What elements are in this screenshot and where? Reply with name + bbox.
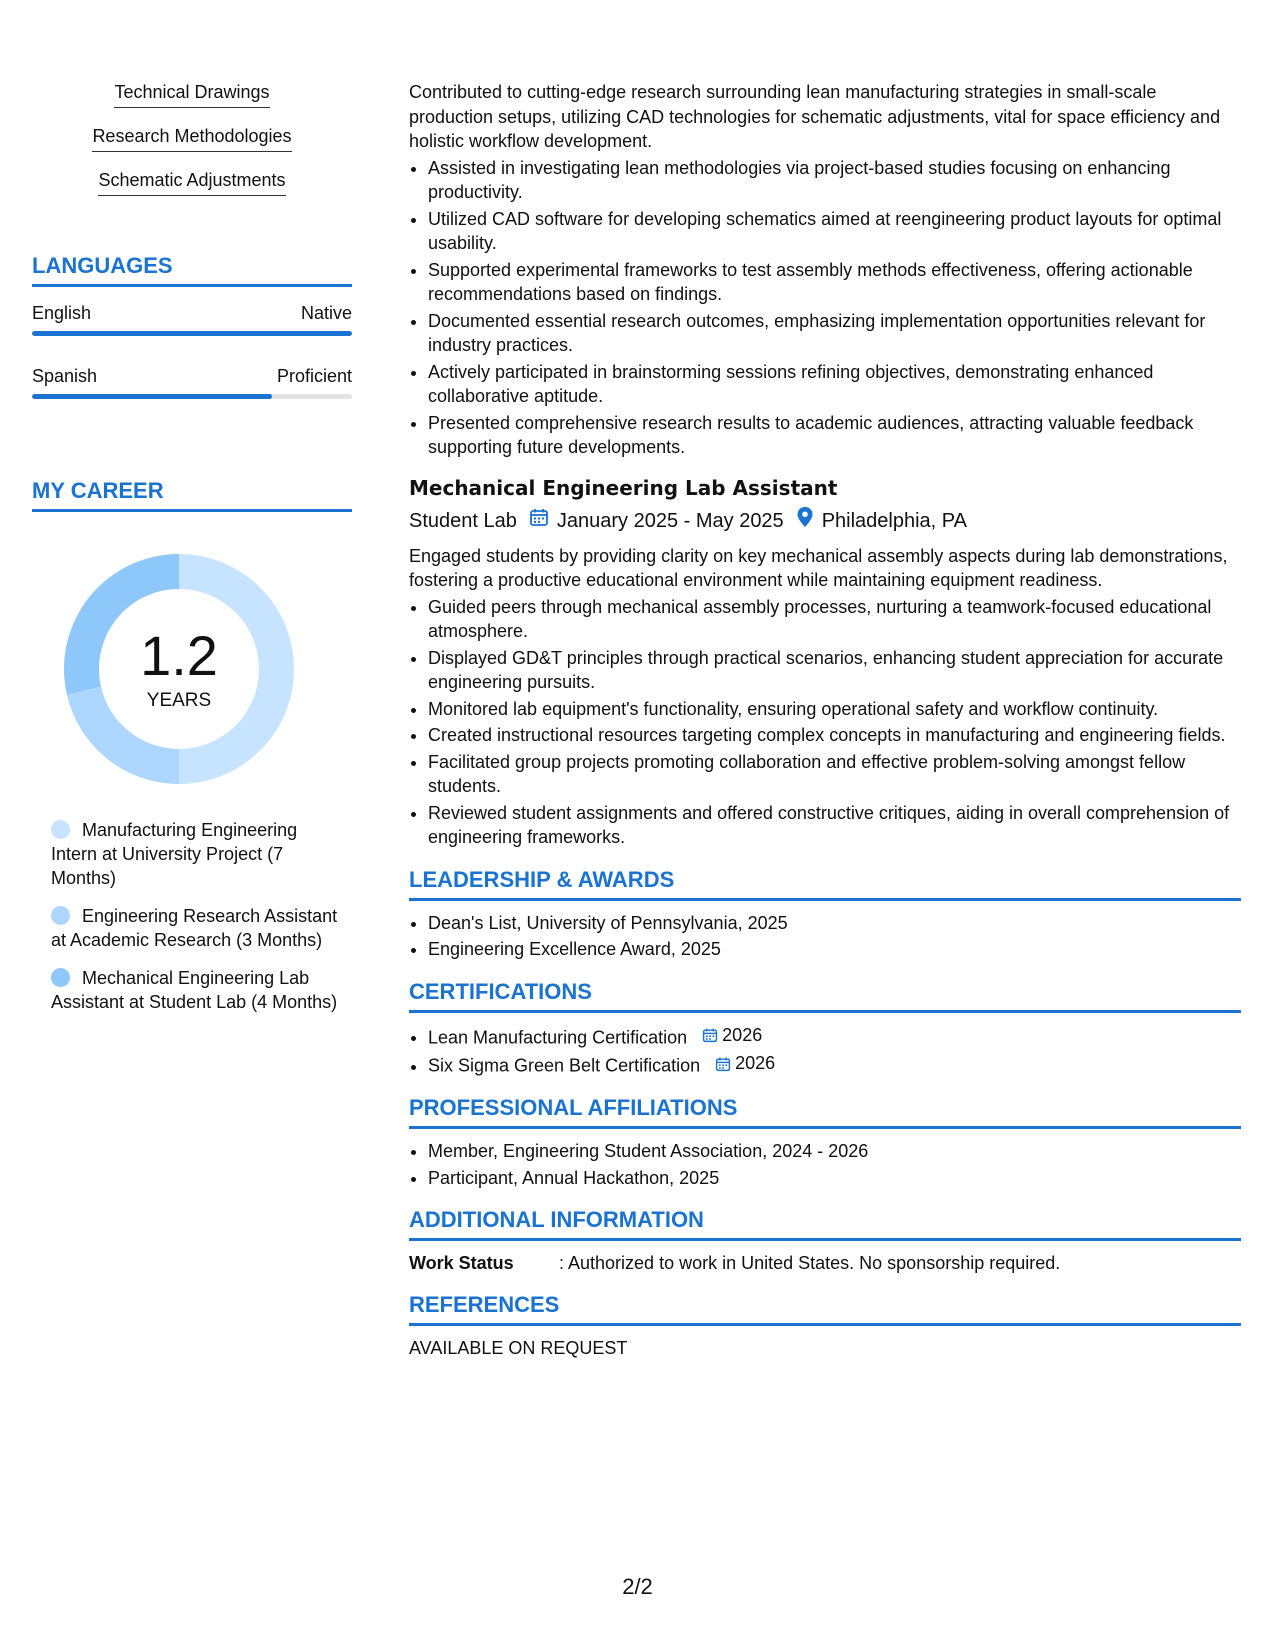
language-bar-fill (32, 331, 352, 336)
experience-bullets (409, 156, 1241, 460)
career-unit: YEARS (146, 690, 212, 711)
certification-date (715, 1051, 775, 1076)
language-bar (32, 331, 352, 336)
skill-item: Research Methodologies (92, 124, 291, 152)
bullet-item: • Assisted in investigating lean methodologies via project-based studies focusing on enhancing productivity. (428, 156, 1241, 205)
bullet-item: • Created instructional resources targeting complex concepts in manufacturing and engineering fields. (428, 723, 1241, 748)
bullet-item: • Displayed GD&T principles through practical scenarios, enhancing student appreciation for accurate engineering pursuits. (428, 646, 1241, 695)
job-summary: Engaged students by providing clarity on key mechanical assembly aspects during lab demonstrations, fostering a productive educational environment while maintaining equipment readiness. (409, 545, 1228, 590)
affiliation-item: • Member, Engineering Student Association, 2024 - 2026 (428, 1139, 1241, 1164)
career-legend (51, 818, 341, 1014)
career-legend-item (51, 904, 341, 952)
affiliation-item: • Participant, Annual Hackathon, 2025 (428, 1166, 1241, 1191)
languages-title: LANGUAGES (32, 252, 352, 287)
career-legend-text: Engineering Research Assistant at Academic Research (3 Months) (51, 906, 338, 950)
experience-summary: Contributed to cutting-edge research surrounding lean manufacturing strategies in small-scale production setups, utilizing CAD technologies for schematic adjustments, vital for space efficiency and holistic workflow development. (409, 82, 1221, 151)
language-name: English (32, 303, 92, 323)
bullet-item: • Reviewed student assignments and offered constructive critiques, aiding in overall comprehension of engineering frameworks. (428, 801, 1241, 850)
leadership-item: • Dean's List, University of Pennsylvania, 2025 (428, 911, 1241, 936)
work-status-label: Work Status (409, 1253, 514, 1273)
career-legend-item (51, 818, 341, 890)
certification-item (428, 1023, 1241, 1050)
bullet-item: • Facilitated group projects promoting collaboration and effective problem-solving amongst fellow students. (428, 750, 1241, 799)
language-item (32, 364, 352, 399)
affiliations-list (409, 1139, 1241, 1190)
job-title: Mechanical Engineering Lab Assistant (409, 475, 838, 500)
affiliations-title: PROFESSIONAL AFFILIATIONS (409, 1094, 1241, 1129)
bullet-item: • Documented essential research outcomes, emphasizing implementation opportunities relevant for industry practices. (428, 309, 1241, 358)
skills-list (32, 80, 352, 212)
skill-item: Schematic Adjustments (98, 168, 285, 196)
job-company: Student Lab (409, 509, 517, 532)
legend-dot (51, 906, 70, 925)
language-level: Proficient (276, 366, 352, 386)
legend-dot (51, 820, 70, 839)
bullet-item: • Supported experimental frameworks to test assembly methods effectiveness, offering actionable recommendations based on findings. (428, 258, 1241, 307)
leadership-title: LEADERSHIP & AWARDS (409, 866, 1241, 901)
legend-dot (51, 968, 70, 987)
certifications-title: CERTIFICATIONS (409, 978, 1241, 1013)
calendar-icon (702, 1027, 718, 1043)
career-donut-chart (64, 554, 294, 784)
certification-item (428, 1051, 1241, 1078)
work-status-row (409, 1251, 1241, 1275)
language-item (32, 301, 352, 336)
bullet-item: • Actively participated in brainstorming sessions refining objectives, demonstrating enhanced collaborative aptitude. (428, 360, 1241, 409)
language-name: Spanish (32, 366, 98, 386)
career-legend-text: Manufacturing Engineering Intern at University Project (7 Months) (51, 820, 298, 888)
bullet-item: • Presented comprehensive research results to academic audiences, attracting valuable feedback supporting future developments. (428, 411, 1241, 460)
career-title: MY CAREER (32, 477, 352, 512)
language-level: Native (300, 303, 352, 323)
leadership-list (409, 911, 1241, 962)
page-number: 2/2 (622, 1574, 653, 1599)
additional-info-title: ADDITIONAL INFORMATION (409, 1206, 1241, 1241)
certifications-list (409, 1023, 1241, 1079)
map-pin-icon (796, 506, 814, 536)
main-content (409, 80, 1241, 1360)
references-text: AVAILABLE ON REQUEST (409, 1338, 628, 1358)
certification-name: Six Sigma Green Belt Certification (428, 1055, 701, 1076)
leadership-item: • Engineering Excellence Award, 2025 (428, 937, 1241, 962)
job-bullets (409, 595, 1241, 850)
bullet-item: • Monitored lab equipment's functionality, ensuring operational safety and workflow continuity. (428, 697, 1241, 722)
bullet-item: • Utilized CAD software for developing schematics aimed at reengineering product layouts for optimal usability. (428, 207, 1241, 256)
job-meta (409, 506, 1241, 536)
certification-date (702, 1023, 762, 1048)
calendar-icon (715, 1056, 731, 1072)
career-legend-item (51, 966, 341, 1014)
job-location: Philadelphia, PA (821, 509, 967, 532)
career-legend-text: Mechanical Engineering Lab Assistant at Student Lab (4 Months) (51, 968, 338, 1012)
skill-item: Technical Drawings (114, 80, 269, 108)
certification-name: Lean Manufacturing Certification (428, 1026, 688, 1047)
bullet-item: • Guided peers through mechanical assembly processes, nurturing a teamwork-focused educational atmosphere. (428, 595, 1241, 644)
language-bar-fill (32, 394, 272, 399)
language-bar (32, 394, 352, 399)
calendar-icon (529, 507, 549, 535)
career-total: 1.2 (140, 624, 218, 687)
certification-year: 2026 (735, 1053, 776, 1074)
references-title: REFERENCES (409, 1291, 1241, 1326)
sidebar (32, 80, 352, 1028)
work-status-value: : Authorized to work in United States. No sponsorship required. (559, 1253, 1061, 1273)
certification-year: 2026 (722, 1024, 763, 1045)
job-dates: January 2025 - May 2025 (556, 509, 784, 532)
